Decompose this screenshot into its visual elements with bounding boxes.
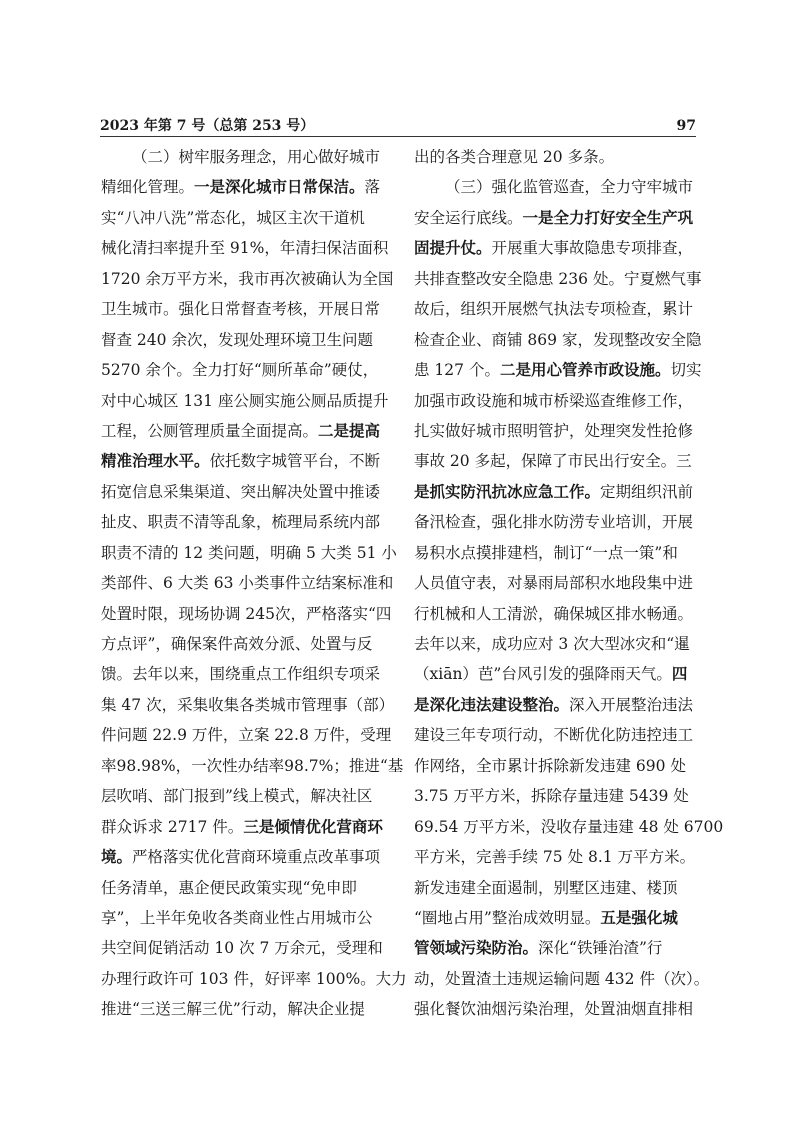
text-line [101,264,394,294]
text-segment: 械化清扫率提升至 91%，年清扫保洁面积 [101,239,389,258]
text-segment: 动，处置渣土违规运输问题 432 件（次）。 [414,969,710,988]
text-segment: 易积水点摸排建档，制订“一点一策”和 [414,543,678,562]
text-segment: （三）强化监管巡查，全力守牢城市 [445,178,694,197]
text-segment: 实“八冲八洗”常态化，城区主次干道机 [101,208,365,227]
text-line [414,203,694,233]
text-line [101,477,381,507]
text-segment: 事故 20 多起，保障了市民出行安全。三 [414,452,692,471]
text-segment: （xiān）芭”台风引发的强降雨天气。 [414,665,672,684]
text-line [101,538,397,568]
text-line [414,477,694,507]
text-line [414,599,694,629]
text-segment: 定期组织汛前 [600,482,694,501]
text-segment: 享”，上半年免收各类商业性占用城市公 [101,908,373,927]
text-line [414,355,702,385]
text-line [101,964,407,994]
text-line [414,842,696,872]
text-line [414,538,690,568]
text-segment: 推进“三送三解三优”行动，解决企业提 [101,1000,365,1019]
text-segment: （二）树牢服务理念，用心做好城市 [132,148,381,166]
text-segment: 行机械和人工清淤，确保城区排水畅通。 [414,604,694,623]
text-segment: 故后，组织开展燃气执法专项检查，累计 [414,300,694,319]
text-line [414,690,694,720]
text-segment: 深化“铁锤治渣”行 [538,939,663,958]
text-segment: 开展重大事故隐患专项排查， [491,239,694,258]
text-segment: 办理行政许可 103 件，好评率 100%。大力 [101,969,407,988]
text-segment: 加强市政设施和城市桥梁巡查维修工作， [414,391,694,410]
text-segment: 集 47 次，采集收集各类城市管理事（部） [101,695,395,714]
text-segment: 职责不清的 12 类问题，明确 5 大类 51 小 [101,543,397,562]
text-line [414,386,694,416]
bold-heading-segment: 是抓实防汛抗冰应急工作。 [414,481,601,501]
text-segment: 1720 余万平方米，我市再次被确认为全国 [101,269,394,288]
text-segment: 平方米，完善手续 75 处 8.1 万平方米。 [414,848,696,867]
text-segment: 督查 240 余次，发现处理环境卫生问题 [101,330,373,349]
text-segment: 5270 余个。全力打好“厕所革命”硬仗， [101,361,379,380]
text-segment: 拓宽信息采集渠道、突出解决处置中推诿 [101,482,381,501]
bold-heading-segment: 二是用心管养市政设施。 [499,360,671,380]
text-segment: 共空间促销活动 10 次 7 万余元，受理和 [101,939,383,958]
text-segment: 严格落实优化营商环境重点改革事项 [132,848,381,867]
text-line [101,751,404,781]
text-segment: 扎实做好城市照明管护，处理突发性抢修 [414,421,694,440]
text-line [414,964,710,994]
text-line [101,142,381,172]
text-segment: 安全运行底线。 [414,208,523,227]
text-line [414,751,690,781]
text-segment: 精细化管理。 [101,178,195,197]
text-line [101,325,377,355]
text-segment: 69.54 万平方米，没收存量违建 48 处 6700 [414,817,724,836]
text-line [101,446,381,476]
text-line [101,355,377,385]
text-segment: 备汛检查，强化排水防涝专业培训，开展 [414,513,694,532]
text-segment: 依托数字城管平台，不断 [209,452,381,471]
text-line [101,994,377,1024]
text-segment: 率98.98%，一次性办结率98.7%；推进“基 [101,756,404,775]
text-segment: 群众诉求 2717 件。 [101,817,244,836]
text-line [101,690,395,720]
left-text-column [101,142,407,1025]
text-line [101,781,377,811]
text-segment: 切实 [670,361,702,380]
text-line [101,568,394,598]
text-line [101,659,381,689]
text-line [101,507,381,537]
text-segment: 新发违建全面遏制，别墅区违建、楼顶 [414,878,678,897]
text-segment: 检查企业、商铺 869 家，发现整改安全隐 [414,330,702,349]
text-line [414,264,702,294]
text-line [414,781,690,811]
text-segment: 患 127 个。 [414,361,500,380]
text-line [414,142,690,172]
text-segment: 层吹哨、部门报到”线上模式，解决社区 [101,787,373,806]
text-line [414,294,694,324]
text-segment: 共排查整改安全隐患 236 处。宁夏燃气事 [414,269,702,288]
text-line [101,903,377,933]
text-line [101,203,377,233]
text-line [414,416,694,446]
text-line [101,812,383,842]
text-line [414,994,694,1024]
running-header [100,116,696,136]
text-line [101,629,377,659]
text-line [414,873,690,903]
text-segment: 作网络，全市累计拆除新发违建 690 处 [414,756,686,775]
text-line [101,599,392,629]
text-segment: 落 [364,178,381,197]
text-segment: 处置时限，现场协调 245次，严格落实“四 [101,604,392,623]
bold-heading-segment: 一是深化城市日常保洁。 [194,177,365,197]
page-number: 97 [676,118,696,134]
bold-heading-segment: 五是强化城 [600,907,678,927]
text-line [414,812,724,842]
text-segment: 件问题 22.9 万件，立案 22.8 万件，受理 [101,726,392,745]
text-segment: 方点评”，确保案件高效分派、处置与反 [101,635,373,653]
text-line [414,720,694,750]
text-segment: 扯皮、职责不清等乱象，梳理局系统内部 [101,513,381,532]
text-segment: 深入开展整治违法 [569,695,694,714]
right-text-column [414,142,724,1025]
text-segment: 3.75 万平方米，拆除存量违建 5439 处 [414,787,689,806]
text-segment: 对中心城区 131 座公厕实施公厕品质提升 [101,391,389,410]
text-line [101,233,389,263]
text-segment: 任务清单，惠企便民政策实现“免申即 [101,878,357,897]
text-segment: 工程，公厕管理质量全面提高。 [101,421,319,440]
text-line [414,903,690,933]
text-segment: 出的各类合理意见 20 多条。 [414,148,615,166]
text-segment: 卫生城市。强化日常督查考核，开展日常 [101,300,381,319]
text-line [414,933,690,963]
text-segment: 人员值守表，对暴雨局部积水地段集中进 [414,574,694,593]
text-line [101,720,392,750]
bold-heading-segment: 四 [671,664,688,684]
text-line [101,416,381,446]
text-line [414,629,690,659]
header-rule [100,136,696,137]
bold-heading-segment: 三是倾情优化营商环 [243,816,383,836]
text-line [414,507,694,537]
bold-heading-segment: 固提升仗。 [414,238,492,258]
text-segment: 强化餐饮油烟污染治理，处置油烟直排相 [414,1000,694,1019]
text-segment: 类部件、6 大类 63 小类事件立结案标准和 [101,574,394,593]
bold-heading-segment: 管领域污染防治。 [414,938,539,958]
text-line [414,446,690,476]
text-segment: 建设三年专项行动，不断优化防违控违工 [414,726,694,745]
bold-heading-segment: 二是提高 [318,420,381,440]
bold-heading-segment: 境。 [101,847,133,867]
bold-heading-segment: 是深化违法建设整治。 [414,694,570,714]
text-segment: 去年以来，成功应对 3 次大型冰灾和“暹 [414,635,690,653]
bold-heading-segment: 精准治理水平。 [101,451,210,471]
issue-label: 2023 年第 7 号（总第 253 号） [100,118,315,134]
text-segment: “圈地占用”整治成效明显。 [414,908,601,927]
text-line [101,933,383,963]
bold-heading-segment: 一是全力打好安全生产巩 [522,207,694,227]
text-line [101,386,389,416]
text-line [414,659,690,689]
text-line [101,873,377,903]
text-segment: 馈。去年以来，围绕重点工作组织专项采 [101,665,381,684]
text-line [414,172,694,202]
text-line [414,233,694,263]
text-line [414,568,694,598]
text-line [101,842,381,872]
text-line [414,325,702,355]
text-line [101,172,381,202]
text-line [101,294,381,324]
